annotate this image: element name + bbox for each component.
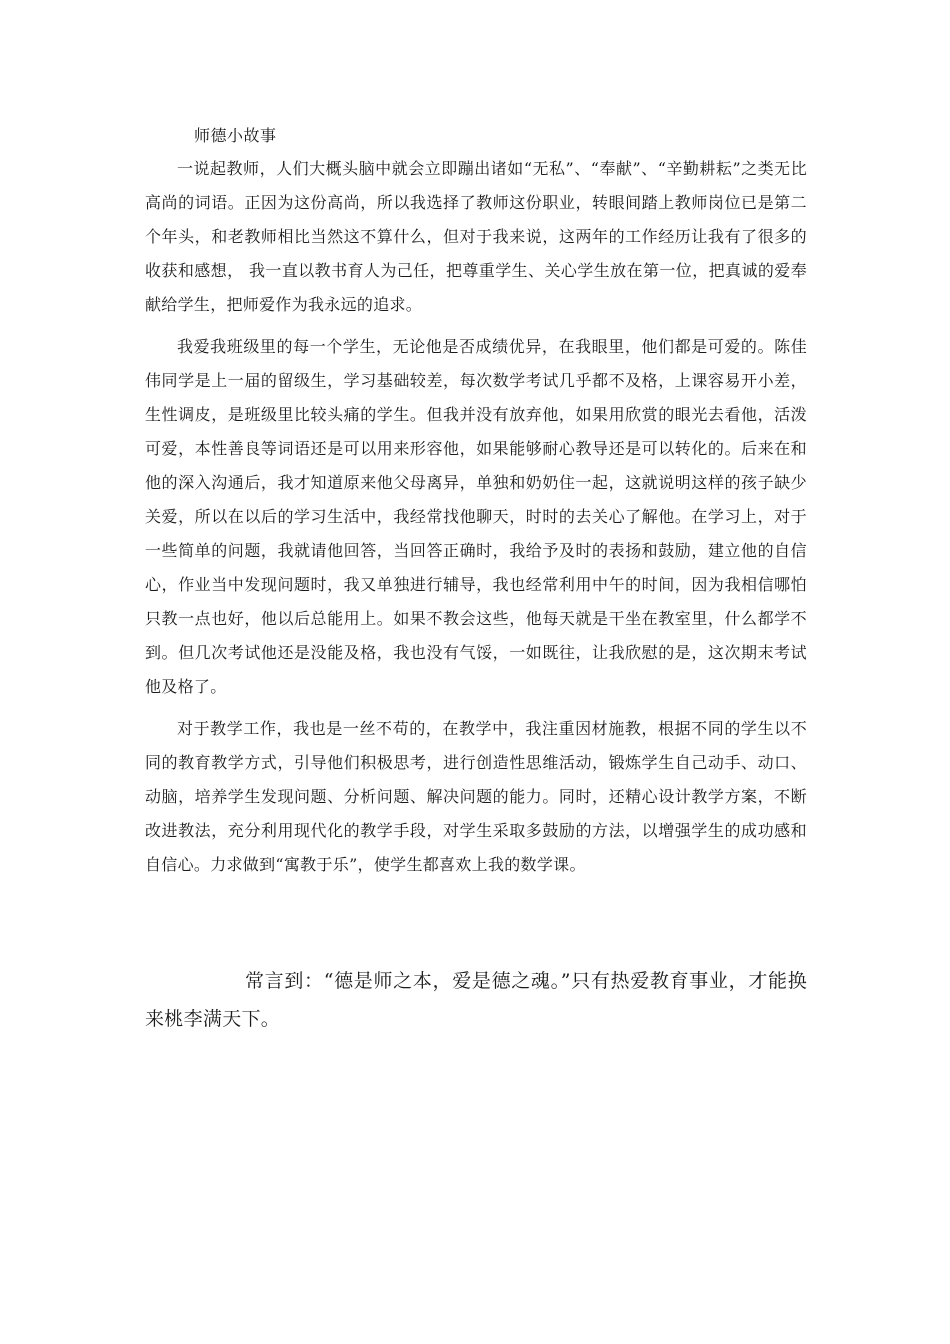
document-title: 师德小故事 — [194, 126, 277, 145]
paragraph-student-story: 我爱我班级里的每一个学生，无论他是否成绩优异，在我眼里，他们都是可爱的。陈佳伟同学是上一届的留级生，学习基础较差，每次数学考试几乎都不及格，上课容易开小差，生性调皮，是班级里比较头痛的学生。但我并没有放弃他，如果用欣赏的眼光去看他，活泼可爱，本性善良等词语还是可以用来形容他，如果能够耐心教导还是可以转化的。后来在和他的深入沟通后，我才知道原来他父母离异，单独和奶奶住一起，这就说明这样的孩子缺少关爱，所以在以后的学习生活中，我经常找他聊天，时时的去关心了解他。在学习上，对于一些简单的问题，我就请他回答，当回答正确时，我给予及时的表扬和鼓励，建立他的自信心，作业当中发现问题时，我又单独进行辅导，我也经常利用中午的时间，因为我相信哪怕只教一点也好，他以后总能用上。如果不教会这些，他每天就是干坐在教室里，什么都学不到。但几次考试他还是没能及格，我也没有气馁，一如既往，让我欣慰的是，这次期末考试他及格了。 — [145, 337, 807, 696]
paragraph-teaching-work: 对于教学工作，我也是一丝不苟的，在教学中，我注重因材施教，根据不同的学生以不同的教育教学方式，引导他们积极思考，进行创造性思维活动，锻炼学生自己动手、动口、动脑，培养学生发现问题、分析问题、解决问题的能力。同时，还精心设计教学方案，不断改进教法，充分利用现代化的教学手段，对学生采取多鼓励的方法，以增强学生的成功感和自信心。力求做到“寓教于乐”，使学生都喜欢上我的数学课。 — [145, 719, 807, 874]
paragraph-intro: 一说起教师，人们大概头脑中就会立即蹦出诸如“无私”、“奉献”、“辛勤耕耘”之类无比高尚的词语。正因为这份高尚，所以我选择了教师这份职业，转眼间踏上教师岗位已是第二个年头，和老教师相比当然这不算什么，但对于我来说，这两年的工作经历让我有了很多的收获和感想， 我一直以教书育人为己任，把尊重学生、关心学生放在第一位，把真诚的爱奉献给学生，把师爱作为我永远的追求。 — [145, 159, 807, 314]
document-body — [145, 152, 807, 882]
closing-quote-paragraph: 常言到：“德是师之本，爱是德之魂。”只有热爱教育事业，才能换来桃李满天下。 — [145, 970, 807, 1030]
